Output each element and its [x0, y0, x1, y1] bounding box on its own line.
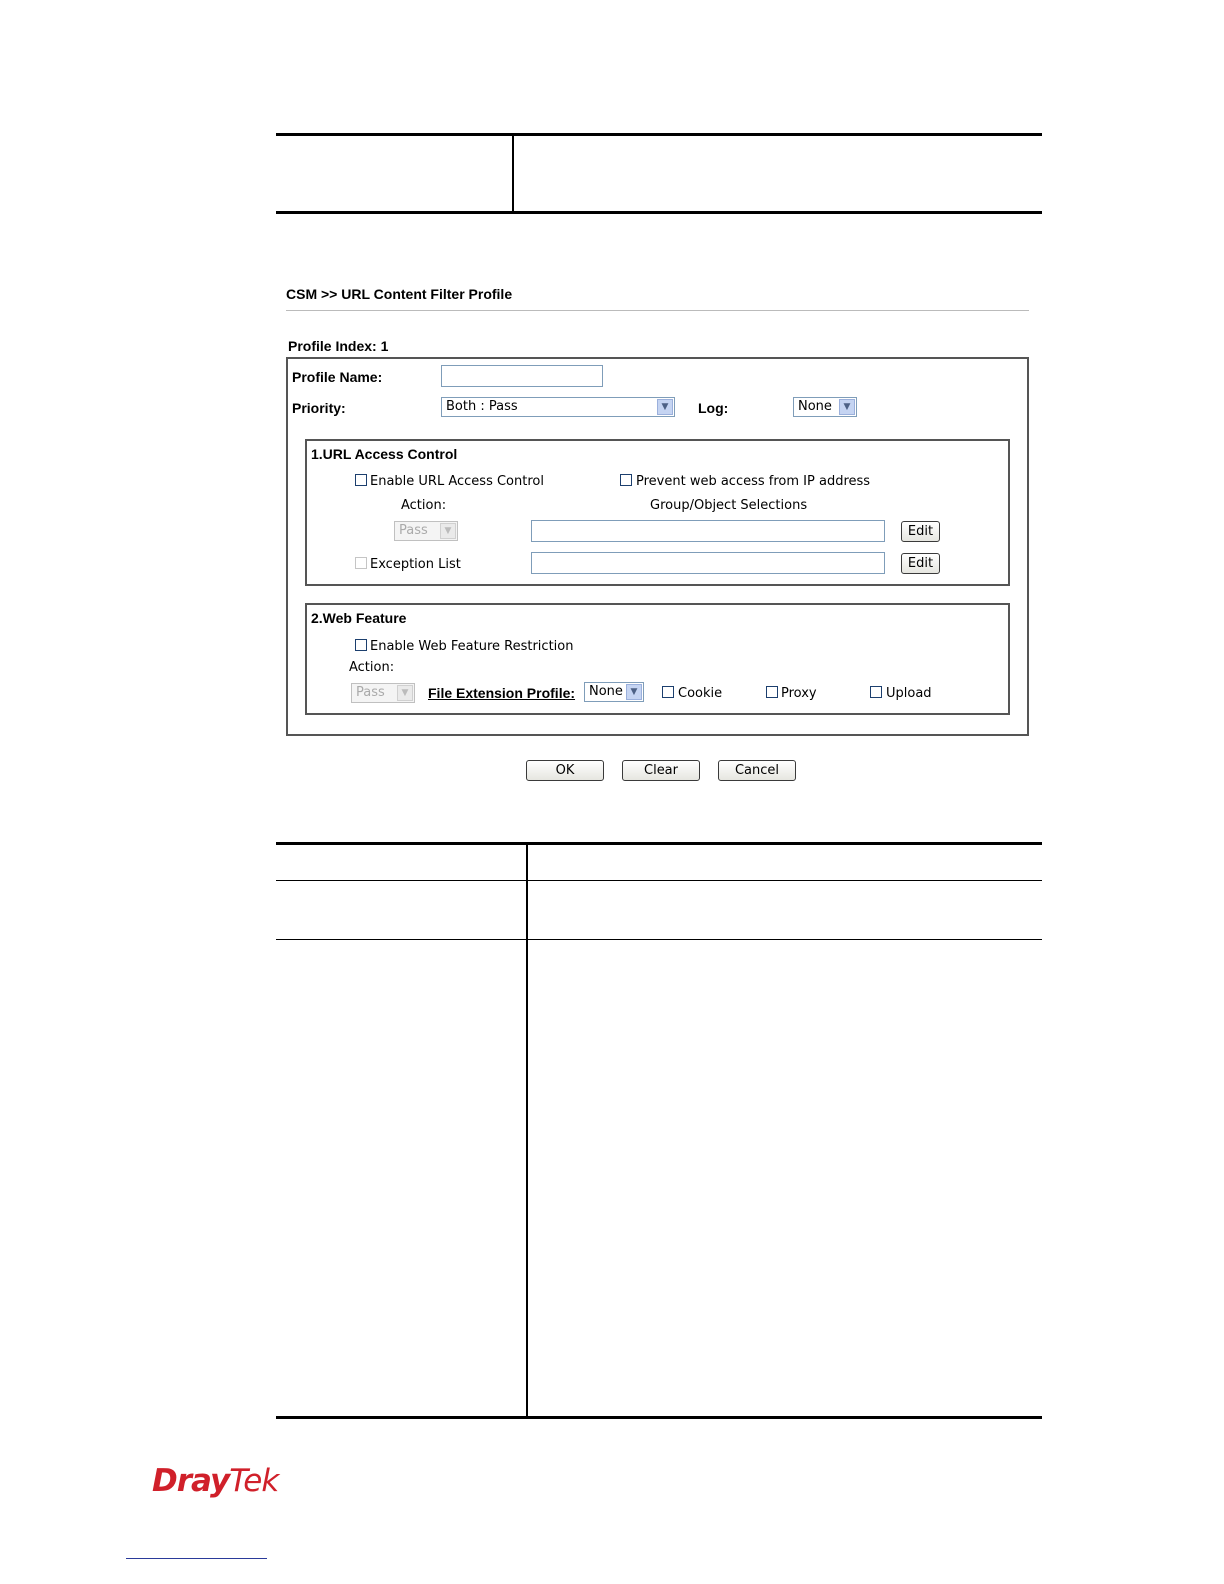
title-divider [286, 310, 1029, 311]
upload-checkbox[interactable] [870, 686, 882, 698]
log-select[interactable] [793, 397, 857, 417]
log-label: Log: [698, 400, 729, 416]
doc-table-top [276, 133, 1042, 214]
enable-web-feature-label: Enable Web Feature Restriction [370, 639, 574, 654]
cancel-button[interactable]: Cancel [718, 760, 796, 781]
draytek-logo: DrayTek [152, 1463, 279, 1499]
web-feature-title: 2.Web Feature [311, 610, 407, 626]
doc-table-bottom [276, 842, 1042, 1419]
upload-label: Upload [886, 686, 932, 701]
group-object-input[interactable] [531, 520, 885, 542]
enable-url-access-checkbox[interactable] [355, 474, 367, 486]
proxy-checkbox[interactable] [766, 686, 778, 698]
url-action-select[interactable] [394, 521, 458, 541]
cookie-checkbox[interactable] [662, 686, 674, 698]
enable-url-access-label: Enable URL Access Control [370, 474, 544, 489]
web-action-select[interactable] [351, 683, 415, 703]
priority-select-value: Both : Pass [446, 399, 518, 414]
log-select-value: None [798, 399, 832, 414]
enable-web-feature-checkbox[interactable] [355, 639, 367, 651]
chevron-down-icon[interactable]: ▼ [626, 684, 642, 700]
chevron-down-icon[interactable]: ▼ [440, 523, 456, 539]
clear-button[interactable]: Clear [622, 760, 700, 781]
file-extension-select[interactable] [584, 682, 644, 702]
exception-list-label: Exception List [370, 557, 461, 572]
url-access-control-title: 1.URL Access Control [311, 446, 458, 462]
url-action-label: Action: [401, 498, 447, 513]
profile-index-label: Profile Index: 1 [288, 338, 389, 354]
url-action-value: Pass [399, 523, 428, 538]
table-row-divider [276, 880, 1042, 881]
chevron-down-icon[interactable]: ▼ [397, 685, 413, 701]
file-extension-profile-link[interactable]: File Extension Profile: [428, 685, 576, 701]
web-action-label: Action: [349, 660, 395, 675]
exception-list-input[interactable] [531, 552, 885, 574]
chevron-down-icon[interactable]: ▼ [657, 399, 673, 415]
edit-group-button[interactable]: Edit [901, 521, 940, 542]
table-divider [512, 136, 514, 211]
exception-list-checkbox[interactable] [355, 557, 367, 569]
footer-divider [126, 1558, 267, 1559]
page-title: CSM >> URL Content Filter Profile [286, 286, 513, 302]
group-object-label: Group/Object Selections [650, 498, 808, 513]
proxy-label: Proxy [781, 686, 817, 701]
prevent-ip-access-label: Prevent web access from IP address [636, 474, 871, 489]
table-row-divider [276, 939, 1042, 940]
edit-exception-button[interactable]: Edit [901, 553, 940, 574]
ok-button[interactable]: OK [526, 760, 604, 781]
cookie-label: Cookie [678, 686, 723, 701]
file-extension-value: None [589, 684, 623, 699]
priority-select[interactable] [441, 397, 675, 417]
prevent-ip-access-checkbox[interactable] [620, 474, 632, 486]
profile-name-input[interactable] [441, 365, 603, 387]
table-divider [526, 845, 528, 1416]
chevron-down-icon[interactable]: ▼ [839, 399, 855, 415]
web-action-value: Pass [356, 685, 385, 700]
profile-name-label: Profile Name: [292, 369, 383, 385]
priority-label: Priority: [292, 400, 346, 416]
